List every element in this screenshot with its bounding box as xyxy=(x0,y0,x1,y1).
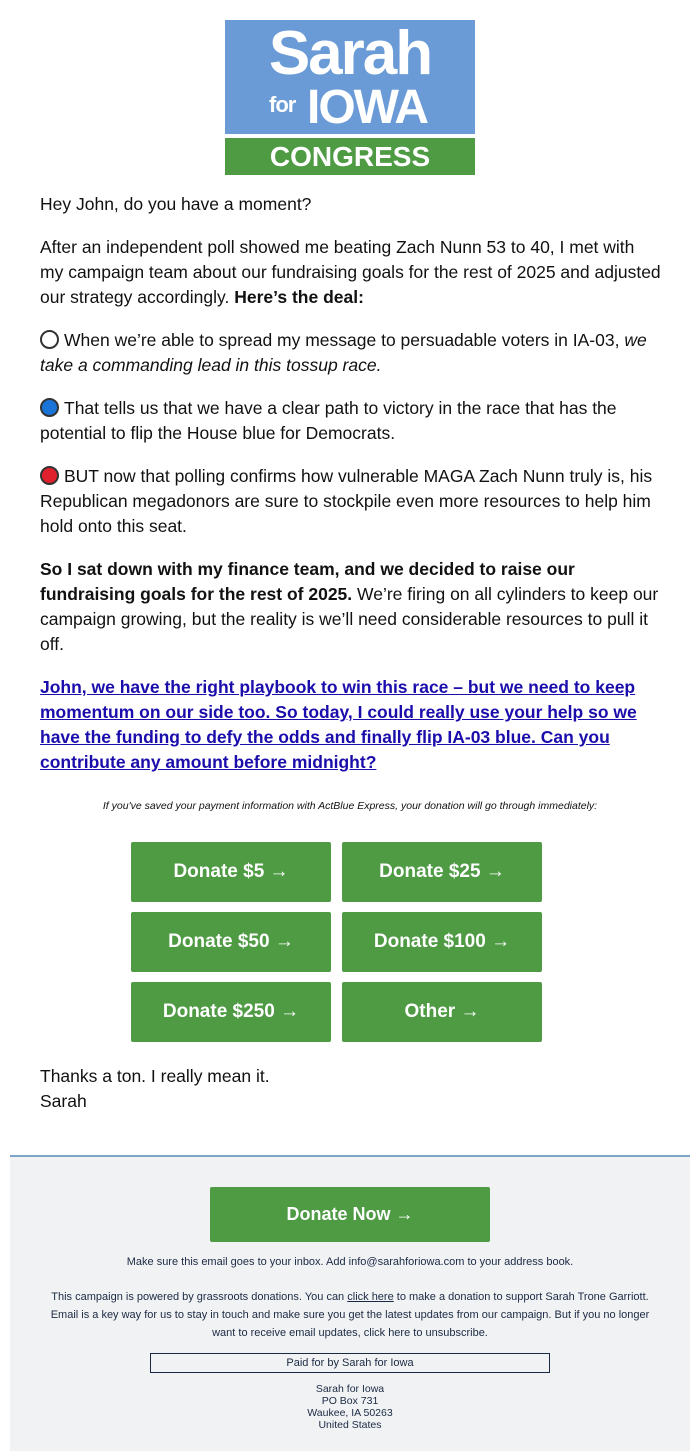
red-circle-icon xyxy=(40,466,59,485)
bullet-blue: That tells us that we have a clear path to victory in the race that has the potential to flip the House blue for Democrats. xyxy=(40,398,617,443)
mailing-address xyxy=(250,1383,450,1431)
contribute-link[interactable]: John, we have the right playbook to win this race – but we need to keep momentum on our side too. So today, I could really use your help so we have the funding to defy the odds and finally flip IA-03 blue. Can you contribute any amount before midnight? xyxy=(40,677,637,772)
click-here-donate-link[interactable]: click here xyxy=(347,1291,394,1303)
address-street: PO Box 731 xyxy=(321,1395,379,1407)
address-org: Sarah for Iowa xyxy=(315,1383,385,1395)
donate-other-button[interactable]: Other → xyxy=(342,982,542,1042)
signature: Sarah xyxy=(40,1091,87,1111)
campaign-logo xyxy=(225,20,475,175)
unsubscribe-line-2[interactable]: want to receive email updates, click here to unsubscribe. xyxy=(212,1327,488,1339)
signoff xyxy=(40,1064,270,1114)
donate-50-button[interactable]: Donate $50 → xyxy=(131,912,331,972)
email-footer xyxy=(10,1155,690,1451)
paid-for-box: Paid for by Sarah for Iowa xyxy=(150,1353,550,1373)
paragraph-finance: So I sat down with my finance team, and we decided to raise our fundraising goals for the rest of 2025. We’re firing on all cylinders to keep our campaign growing, but the reality is we’ll need considerable resources to pull it off. xyxy=(40,559,659,654)
logo-name: Sarah xyxy=(268,19,432,88)
white-circle-icon xyxy=(40,330,59,349)
signoff-line: Thanks a ton. I really mean it. xyxy=(40,1066,270,1086)
inbox-note: Make sure this email goes to your inbox. Add info@sarahforiowa.com to your address book. xyxy=(126,1256,574,1268)
donate-now-button[interactable]: Donate Now → xyxy=(210,1187,490,1242)
unsubscribe-line-1: Email is a key way for us to stay in touch and make sure you get the latest updates from our campaign. But if you no longer xyxy=(50,1309,650,1321)
donate-5-button[interactable]: Donate $5 → xyxy=(131,842,331,902)
address-city: Waukee, IA 50263 xyxy=(307,1407,393,1419)
logo-for: for xyxy=(269,92,296,117)
donate-100-button[interactable]: Donate $100 → xyxy=(342,912,542,972)
paragraph-poll: After an independent poll showed me beating Zach Nunn 53 to 40, I met with my campaign team about our fundraising goals for the rest of 2025 and adjusted our strategy accordingly. Here’s the deal: xyxy=(40,237,661,307)
logo-state: IOWA xyxy=(307,81,427,134)
greeting: Hey John, do you have a moment? xyxy=(40,194,312,214)
actblue-express-note: If you've saved your payment information with ActBlue Express, your donation will go through immediately: xyxy=(102,800,598,812)
bullet-red: BUT now that polling confirms how vulnerable MAGA Zach Nunn truly is, his Republican megadonors are sure to stockpile even more resources to help him hold onto this seat. xyxy=(40,466,653,536)
address-country: United States xyxy=(318,1419,382,1431)
powered-by-line: This campaign is powered by grassroots donations. You can click here to make a donation to support Sarah Trone Garriott. xyxy=(51,1291,649,1303)
logo-congress: CONGRESS xyxy=(269,141,431,172)
donate-25-button[interactable]: Donate $25 → xyxy=(342,842,542,902)
email-body xyxy=(40,192,662,793)
bullet-white: When we’re able to spread my message to persuadable voters in IA-03, we take a commanding lead in this tossup race. xyxy=(40,330,647,375)
donate-250-button[interactable]: Donate $250 → xyxy=(131,982,331,1042)
blue-circle-icon xyxy=(40,398,59,417)
ask-link-paragraph xyxy=(40,675,662,775)
